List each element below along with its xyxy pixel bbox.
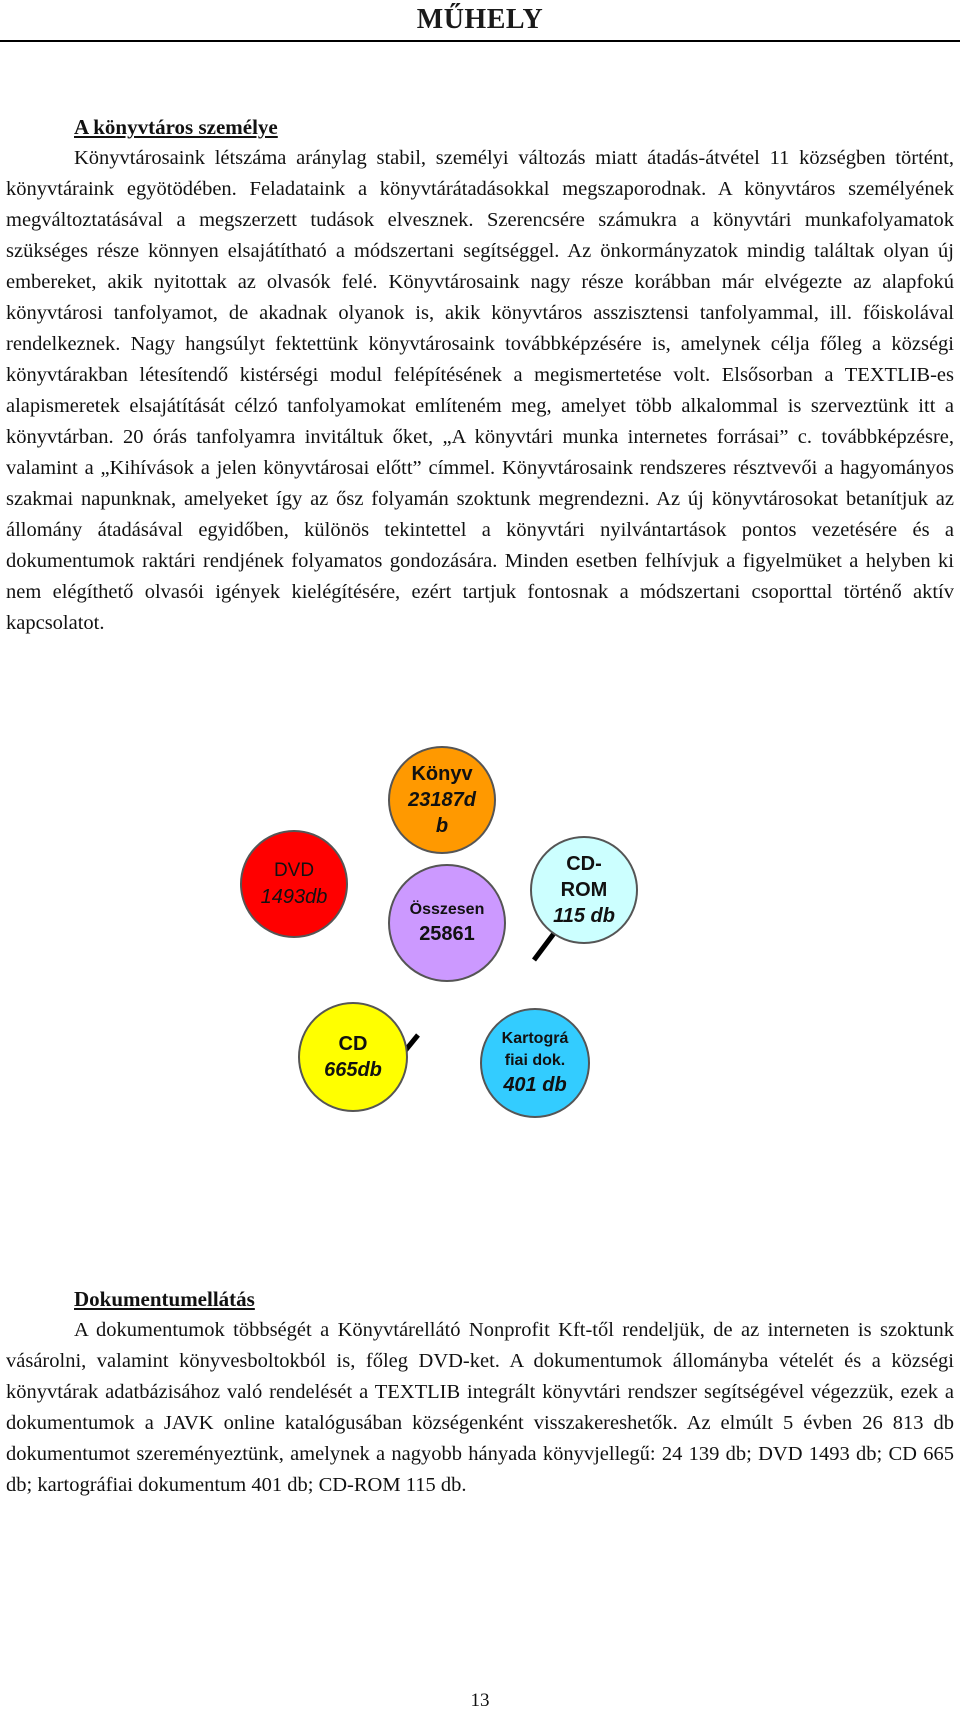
node-book-label: Könyv [411,763,473,785]
header-title: MŰHELY [416,4,544,35]
node-book [388,746,496,854]
section-heading-librarian: A könyvtáros személye [74,115,278,139]
node-cdrom-label: CD- ROM [560,853,608,901]
node-cd [298,1002,408,1112]
section-librarian [6,112,954,639]
collection-diagram [240,763,660,1200]
node-cdrom [530,836,638,944]
node-cdrom-value: 115 db [553,905,615,927]
node-total [388,864,506,982]
node-dvd [240,830,348,938]
node-book-value: 23187d b [408,789,476,837]
node-map-label: Kartográ fiai dok. [501,1030,569,1069]
section-text-librarian: Könyvtárosaink létszáma aránylag stabil, személyi változás miatt átadás-átvétel 11 községben történt, könyvtáraink egyötödében. Feladataink a könyvtárátadásokkal megszaporodnak. A könyvtáros személyének megváltoztatásával a megszerzett tudások elvesznek. Szerencsére számukra a könyvtári munkafolyamatok szükséges része könnyen elsajátítható a módszertani segítséggel. Az önkormányzatok mindig találtak olyan új embereket, akik nyitottak az olvasók felé. Könyvtárosaink nagy része korábban már elvégezte az alapfokú könyvtárosi tanfolyamot, de akadnak olyanok is, akik könyvtáros asszisztensi tanfolyammal, ill. főiskolával rendelkeznek. Nagy hangsúlyt fektettünk könyvtárosaink továbbképzésére is, amelynek célja főleg a községi könyvtárakban létesítendő kistérségi modul felépítésének a megismertetése volt. Elsősorban a TEXTLIB-es alapismeretek elsajátítását célzó tanfolyamokat említeném meg, amelyet több alkalommal is szerveztünk itt a könyvtárban. 20 órás tanfolyamra invitáltuk őket, „A könyvtári munka internetes forrásai” c. továbbképzésre, valamint a „Kihívások a jelen könyvtárosai előtt” címmel. Könyvtárosaink rendszeres résztvevői a hagyományos szakmai napunknak, amelyeket így az ősz folyamán szoktunk megrendezni. Az új könyvtárosokat betanítjuk az állomány átadásával egyidőben, különös tekintettel a könyvtári nyilvántartások pontos vezetésére és a dokumentumok raktári rendjének folyamatos gondozására. Minden esetben felhívjuk a figyelmüket a helyben ki nem elégíthető olvasói igények kielégítésére, ezért tartjuk fontosnak a módszertani csoporttal történő aktív kapcsolatot. [6,147,954,634]
node-dvd-label: DVD [273,860,315,881]
node-dvd-value: 1493db [260,886,328,908]
node-total-value: 25861 [419,923,475,945]
node-map [480,1008,590,1118]
section-heading-documents: Dokumentumellátás [74,1287,255,1311]
section-documents [6,1284,954,1501]
node-cd-label: CD [338,1033,368,1055]
node-cd-value: 665db [324,1059,382,1081]
page-header [0,0,960,42]
section-body-documents [6,1315,954,1501]
page-number: 13 [470,1690,490,1711]
node-total-label: Összesen [409,901,485,918]
section-text-documents: A dokumentumok többségét a Könyvtárellátó Nonprofit Kft-től rendeljük, de az interneten is szoktunk vásárolni, valamint könyvesboltokból is, főleg DVD-ket. A dokumentumok állományba vételét és a községi könyvtárak adatbázisához való rendelését a TEXTLIB integrált könyvtári rendszer segítségével végezzük, ezek a dokumentumok a JAVK online katalógusában községenként visszakereshetők. Az elmúlt 5 évben 26 813 db dokumentumot szereményeztünk, amelynek a nagyobb hányada könyvjellegű: 24 139 db; DVD 1493 db; CD 665 db; kartográfiai dokumentum 401 db; CD-ROM 115 db. [6,1319,954,1496]
section-body-librarian [6,143,954,639]
node-map-value: 401 db [503,1074,567,1096]
